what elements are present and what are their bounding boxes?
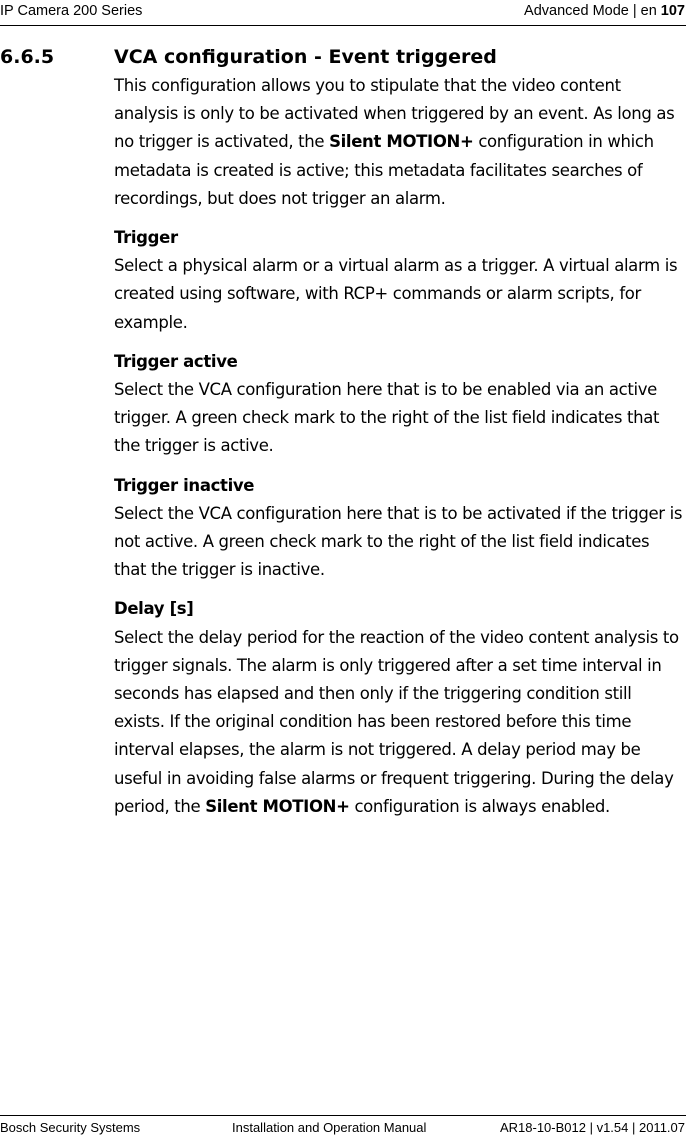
- trigger-active-description: Select the VCA configuration here that is to be enabled via an active trigger. A green check mark to the right of the list field indicates that the trigger is active.: [114, 380, 660, 456]
- page-header: [0, 0, 686, 26]
- intro-text-end: configuration in which metadata is created is active; this metadata facilitates searches of recordings, but does not trigger an alarm.: [114, 132, 654, 208]
- intro-text-start: This configuration allows you to stipulate that the video content analysis is only to be activated when triggered by an event. As long as no trigger is activated, the: [114, 76, 675, 152]
- delay-heading: Delay [s]: [114, 599, 194, 619]
- trigger-heading: Trigger: [114, 228, 178, 248]
- header-chapter-label: Advanced Mode | en: [524, 3, 657, 19]
- section-title: VCA configuration - Event triggered: [114, 46, 497, 68]
- section-number: 6.6.5: [0, 46, 55, 68]
- section-body: [114, 72, 686, 821]
- trigger-description: Select a physical alarm or a virtual alarm as a trigger. A virtual alarm is created using software, with RCP+ commands or alarm scripts, for example.: [114, 256, 678, 332]
- page-number: 107: [660, 3, 685, 19]
- footer-document-id: AR18-10-B012 | v1.54 | 2011.07: [499, 1120, 685, 1135]
- footer-company: Bosch Security Systems: [0, 1120, 141, 1135]
- trigger-inactive-heading: Trigger inactive: [114, 475, 255, 495]
- delay-text-end: configuration is always enabled.: [349, 796, 610, 816]
- delay-text-start: Select the delay period for the reaction of the video content analysis to trigger signals. The alarm is only triggered after a set time interval in seconds has elapsed and then only if the triggering condition still exists. If the original condition has been restored before this time interval elapses, the alarm is not triggered. A delay period may be useful in avoiding false alarms or frequent triggering. During the delay period, the: [114, 627, 679, 816]
- delay-bold-term: Silent MOTION+: [205, 796, 350, 816]
- intro-paragraph: [114, 72, 686, 213]
- intro-bold-term: Silent MOTION+: [329, 132, 474, 152]
- page-footer: [0, 1115, 686, 1136]
- footer-manual-title: Installation and Operation Manual: [232, 1120, 427, 1135]
- header-chapter-info: [524, 3, 685, 19]
- header-product-name: IP Camera 200 Series: [0, 3, 143, 19]
- delay-description: [114, 624, 686, 821]
- trigger-inactive-description: Select the VCA configuration here that is to be activated if the trigger is not active. A green check mark to the right of the list field indicates that the trigger is inactive.: [114, 503, 683, 580]
- trigger-active-heading: Trigger active: [114, 351, 238, 371]
